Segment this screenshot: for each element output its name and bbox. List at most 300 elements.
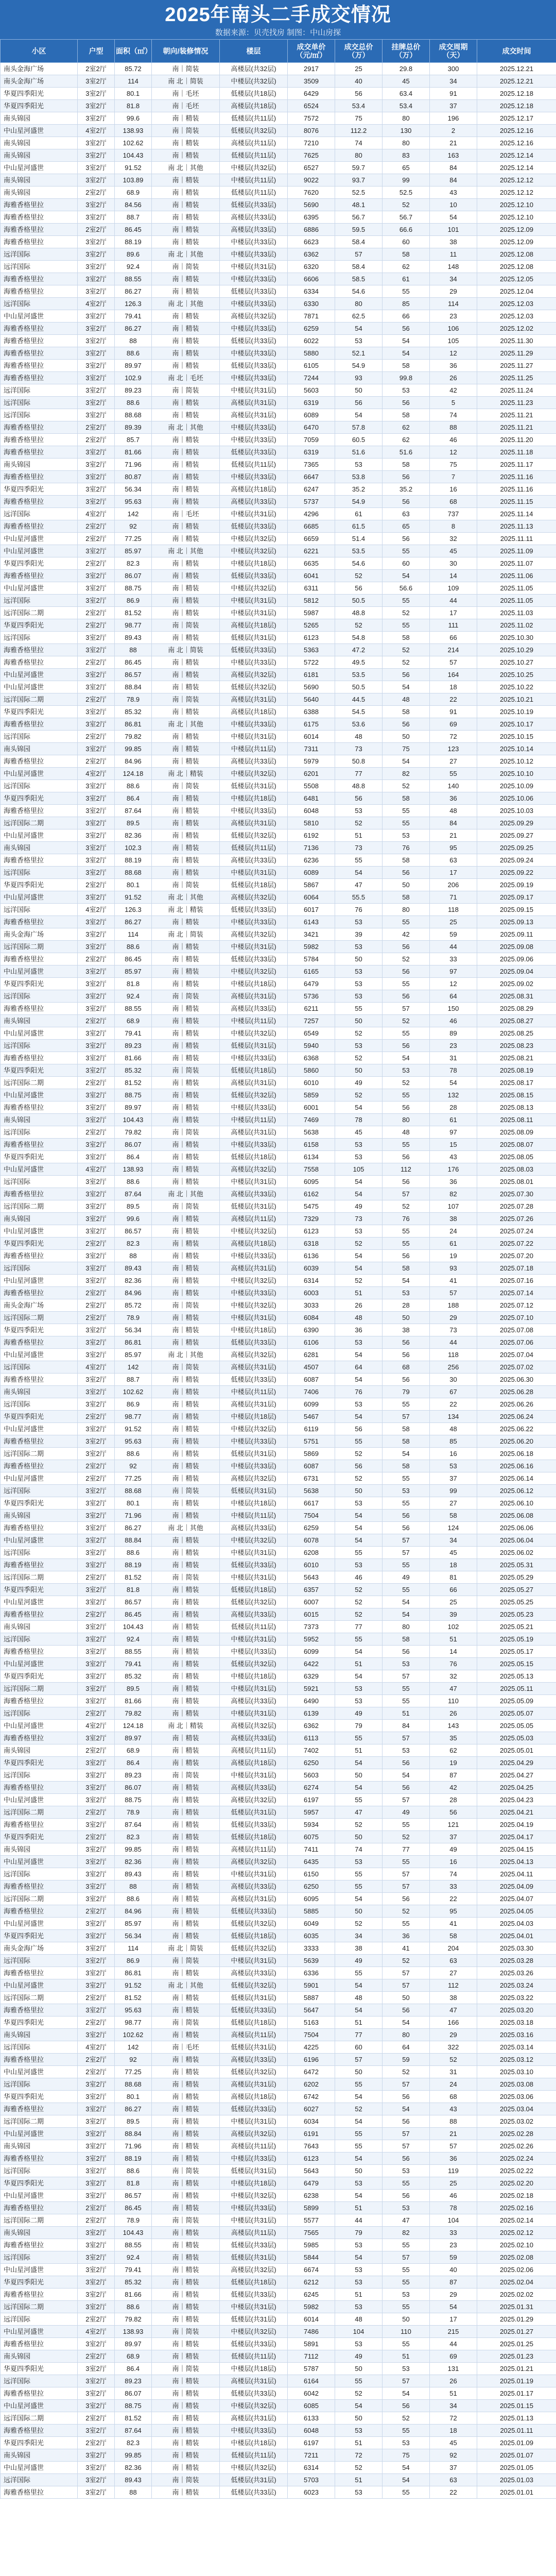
- table-row: [1, 595, 556, 607]
- table-cell: 52: [335, 1238, 383, 1250]
- table-cell: 3室2厅: [78, 1448, 115, 1460]
- table-cell: 2025.12.03: [477, 298, 556, 310]
- table-cell: 91: [430, 706, 477, 718]
- table-cell: 76: [335, 1386, 383, 1398]
- table-cell: 3室2厅: [78, 854, 115, 867]
- table-cell: 81.52: [115, 607, 152, 619]
- table-cell: 海雅香格里拉: [1, 1287, 78, 1299]
- table-cell: 海雅香格里拉: [1, 520, 78, 533]
- table-cell: 95: [430, 842, 477, 854]
- table-cell: 2025.10.03: [477, 805, 556, 817]
- table-cell: 54: [335, 2400, 383, 2412]
- table-cell: 2025.01.27: [477, 2326, 556, 2338]
- table-cell: 2025.12.10: [477, 199, 556, 211]
- table-cell: 104: [430, 2214, 477, 2227]
- table-cell: 2025.05.31: [477, 1559, 556, 1571]
- table-cell: 36: [335, 1324, 383, 1336]
- table-cell: 89.23: [115, 2375, 152, 2387]
- table-cell: 海雅香格里拉: [1, 2425, 78, 2437]
- table-cell: 56: [383, 323, 430, 335]
- table-cell: 2025.12.09: [477, 224, 556, 236]
- table-cell: 48: [335, 731, 383, 743]
- table-cell: 48.8: [335, 607, 383, 619]
- table-cell: 112: [430, 1979, 477, 1992]
- table-cell: 41: [430, 1918, 477, 1930]
- table-cell: 95.63: [115, 496, 152, 508]
- table-cell: 114: [115, 928, 152, 941]
- table-row: [1, 792, 556, 805]
- table-cell: 6010: [288, 1559, 335, 1571]
- table-cell: 中楼层(共31层): [220, 384, 288, 397]
- table-cell: 6527: [288, 162, 335, 174]
- table-row: [1, 187, 556, 199]
- table-cell: 3室2厅: [78, 100, 115, 112]
- table-cell: 南｜精装: [152, 1275, 220, 1287]
- table-cell: 54: [383, 1448, 430, 1460]
- table-cell: 86.27: [115, 2103, 152, 2115]
- table-cell: 南｜精装: [152, 1238, 220, 1250]
- table-cell: 54: [335, 1101, 383, 1114]
- table-row: [1, 2437, 556, 2449]
- table-cell: 低楼层(共33层): [220, 1336, 288, 1349]
- table-cell: 远洋国际: [1, 2251, 78, 2264]
- table-cell: 南｜精装: [152, 792, 220, 805]
- table-cell: 110: [383, 2326, 430, 2338]
- table-cell: 南｜精装: [152, 1608, 220, 1621]
- table-cell: 7210: [288, 137, 335, 149]
- table-cell: 4室2厅: [78, 125, 115, 137]
- table-cell: 中楼层(共32层): [220, 1534, 288, 1547]
- table-cell: 6039: [288, 1262, 335, 1275]
- table-cell: 海雅香格里拉: [1, 953, 78, 965]
- table-cell: 中楼层(共18层): [220, 2177, 288, 2190]
- table-cell: 南｜精装: [152, 1052, 220, 1064]
- table-cell: 远洋国际二期: [1, 1571, 78, 1584]
- table-cell: 57: [383, 2251, 430, 2264]
- table-cell: 2025.12.21: [477, 75, 556, 88]
- table-cell: 海雅香格里拉: [1, 1003, 78, 1015]
- table-cell: 华夏四季阳光: [1, 100, 78, 112]
- table-cell: 86.81: [115, 718, 152, 731]
- table-cell: 41: [383, 1942, 430, 1955]
- table-cell: 高楼层(共32层): [220, 63, 288, 75]
- table-cell: 88.19: [115, 854, 152, 867]
- table-cell: 南头锦园: [1, 137, 78, 149]
- table-cell: 南｜精装: [152, 632, 220, 644]
- table-cell: 5475: [288, 1200, 335, 1213]
- table-cell: 92: [115, 1460, 152, 1472]
- table-cell: 53: [383, 1658, 430, 1670]
- table-cell: 海雅香格里拉: [1, 656, 78, 669]
- table-cell: 95: [430, 1905, 477, 1918]
- table-cell: 6236: [288, 854, 335, 867]
- table-cell: 79: [335, 1720, 383, 1732]
- table-cell: 南｜精装: [152, 1250, 220, 1262]
- table-cell: 6048: [288, 805, 335, 817]
- table-cell: 85: [430, 1435, 477, 1448]
- table-cell: 华夏四季阳光: [1, 2091, 78, 2103]
- table-cell: 89.5: [115, 1683, 152, 1695]
- table-cell: 南头锦园: [1, 1213, 78, 1225]
- table-row: [1, 706, 556, 718]
- table-cell: 南｜毛坯: [152, 508, 220, 520]
- table-cell: 南｜精装: [152, 1163, 220, 1176]
- table-cell: 55: [335, 2078, 383, 2091]
- table-cell: 54: [383, 1275, 430, 1287]
- table-cell: 53: [335, 990, 383, 1003]
- table-cell: 5887: [288, 1992, 335, 2004]
- table-cell: 58: [383, 1423, 430, 1435]
- table-cell: 2025.06.20: [477, 1435, 556, 1448]
- table-cell: 2025.02.02: [477, 2289, 556, 2301]
- table-cell: 54: [430, 2301, 477, 2313]
- table-cell: 77.25: [115, 1472, 152, 1485]
- table-cell: 3室2厅: [78, 1336, 115, 1349]
- table-cell: 3室2厅: [78, 1856, 115, 1868]
- table-cell: 远洋国际二期: [1, 607, 78, 619]
- table-cell: 6099: [288, 1398, 335, 1411]
- table-cell: 6201: [288, 768, 335, 780]
- table-cell: 76: [383, 1213, 430, 1225]
- table-row: [1, 236, 556, 248]
- table-cell: 22: [430, 693, 477, 706]
- table-row: [1, 1608, 556, 1621]
- table-cell: 81.8: [115, 2177, 152, 2190]
- table-cell: 远洋国际二期: [1, 693, 78, 706]
- table-cell: 55: [383, 1695, 430, 1707]
- table-cell: 南 北｜其他: [152, 248, 220, 261]
- table-cell: 17: [430, 867, 477, 879]
- table-cell: 99.85: [115, 743, 152, 755]
- table-cell: 52: [335, 1472, 383, 1485]
- table-cell: 23: [430, 2239, 477, 2251]
- table-row: [1, 1213, 556, 1225]
- table-cell: 低楼层(共33层): [220, 2338, 288, 2350]
- table-cell: 29: [430, 1312, 477, 1324]
- table-cell: 6017: [288, 904, 335, 916]
- table-cell: 69: [430, 718, 477, 731]
- table-cell: 86.81: [115, 1336, 152, 1349]
- table-cell: 53: [430, 1460, 477, 1472]
- table-cell: 6191: [288, 2128, 335, 2140]
- table-cell: 48: [383, 693, 430, 706]
- table-cell: 远洋国际: [1, 2165, 78, 2177]
- table-cell: 3室2厅: [78, 2227, 115, 2239]
- table-cell: 57: [383, 1670, 430, 1683]
- table-cell: 南｜精装: [152, 1225, 220, 1238]
- table-cell: 5957: [288, 1806, 335, 1819]
- table-row: [1, 965, 556, 978]
- table-cell: 196: [430, 112, 477, 125]
- table-cell: 58.4: [335, 236, 383, 248]
- table-cell: 54: [335, 1374, 383, 1386]
- table-cell: 55: [383, 595, 430, 607]
- table-cell: 87.64: [115, 805, 152, 817]
- table-cell: 5363: [288, 644, 335, 656]
- table-cell: 南｜精装: [152, 1819, 220, 1831]
- table-cell: 2025.09.17: [477, 891, 556, 904]
- table-cell: 3室2厅: [78, 805, 115, 817]
- table-row: [1, 1547, 556, 1559]
- table-cell: 30: [430, 557, 477, 570]
- table-cell: 62: [430, 1744, 477, 1757]
- table-cell: 南｜精装: [152, 570, 220, 582]
- table-cell: 南｜精装: [152, 1596, 220, 1608]
- table-cell: 南 北｜简装: [152, 75, 220, 88]
- table-cell: 3室2厅: [78, 1262, 115, 1275]
- table-cell: 中楼层(共31层): [220, 1683, 288, 1695]
- table-cell: 3室2厅: [78, 323, 115, 335]
- table-cell: 南｜简装: [152, 2326, 220, 2338]
- table-cell: 140: [430, 780, 477, 792]
- table-cell: 87.64: [115, 1819, 152, 1831]
- table-cell: 2025.12.14: [477, 162, 556, 174]
- table-cell: 低楼层(共18层): [220, 1930, 288, 1942]
- table-cell: 中楼层(共33层): [220, 916, 288, 928]
- table-cell: 南｜精装: [152, 1448, 220, 1460]
- table-cell: 39: [335, 928, 383, 941]
- table-cell: 53: [335, 2276, 383, 2289]
- table-cell: 54: [383, 335, 430, 347]
- table-cell: 3室2厅: [78, 273, 115, 285]
- table-cell: 104: [335, 2326, 383, 2338]
- table-cell: 2室2厅: [78, 1126, 115, 1139]
- table-cell: 50: [335, 1485, 383, 1497]
- table-cell: 2室2厅: [78, 187, 115, 199]
- table-cell: 南｜精装: [152, 731, 220, 743]
- table-cell: 南｜精装: [152, 137, 220, 149]
- table-cell: 104.43: [115, 149, 152, 162]
- table-cell: 88: [115, 1250, 152, 1262]
- table-cell: 南 北｜精装: [152, 904, 220, 916]
- table-cell: 22: [430, 1398, 477, 1411]
- table-cell: 6113: [288, 1732, 335, 1744]
- table-cell: 56: [335, 397, 383, 409]
- table-cell: 30: [430, 1374, 477, 1386]
- table-cell: 86.27: [115, 285, 152, 298]
- table-cell: 49: [335, 1200, 383, 1213]
- table-cell: 中楼层(共32层): [220, 1423, 288, 1435]
- table-cell: 2室2厅: [78, 2350, 115, 2363]
- table-cell: 86.4: [115, 2363, 152, 2375]
- table-cell: 2025.12.17: [477, 112, 556, 125]
- table-cell: 中楼层(共33层): [220, 1646, 288, 1658]
- table-cell: 48: [383, 1126, 430, 1139]
- table-cell: 2025.06.18: [477, 1448, 556, 1460]
- table-cell: 2025.09.29: [477, 817, 556, 829]
- table-cell: 南｜精装: [152, 2153, 220, 2165]
- table-cell: 45: [383, 75, 430, 88]
- table-cell: 2025.05.03: [477, 1732, 556, 1744]
- table-cell: 23: [430, 1040, 477, 1052]
- table-row: [1, 644, 556, 656]
- table-cell: 2025.03.16: [477, 2029, 556, 2041]
- table-cell: 海雅香格里拉: [1, 273, 78, 285]
- table-cell: 25: [430, 1596, 477, 1608]
- table-cell: 6422: [288, 1658, 335, 1670]
- table-cell: 2室2厅: [78, 1744, 115, 1757]
- table-cell: 22: [430, 2486, 477, 2499]
- table-cell: 2025.12.18: [477, 88, 556, 100]
- table-cell: 低楼层(共33层): [220, 335, 288, 347]
- table-cell: 中山星河盛世: [1, 1979, 78, 1992]
- table-cell: 3室2厅: [78, 2375, 115, 2387]
- table-cell: 38: [335, 1942, 383, 1955]
- table-cell: 52: [383, 953, 430, 965]
- table-cell: 51: [383, 2350, 430, 2363]
- table-cell: 华夏四季阳光: [1, 2363, 78, 2375]
- table-cell: 高楼层(共18层): [220, 1757, 288, 1769]
- table-cell: 远洋国际: [1, 1868, 78, 1880]
- table-cell: 166: [430, 2016, 477, 2029]
- table-cell: 4室2厅: [78, 1361, 115, 1374]
- table-row: [1, 2313, 556, 2326]
- table-row: [1, 1163, 556, 1176]
- table-cell: 58: [430, 1930, 477, 1942]
- table-cell: 2025.06.26: [477, 1398, 556, 1411]
- table-row: [1, 2066, 556, 2078]
- table-cell: 53: [335, 335, 383, 347]
- table-cell: 51: [430, 2387, 477, 2400]
- table-cell: 5885: [288, 1905, 335, 1918]
- table-cell: 2室2厅: [78, 1299, 115, 1312]
- table-row: [1, 1225, 556, 1238]
- table-cell: 56: [383, 1040, 430, 1052]
- table-cell: 84: [383, 1720, 430, 1732]
- table-row: [1, 1992, 556, 2004]
- table-cell: 6357: [288, 1584, 335, 1596]
- table-cell: 50: [335, 1905, 383, 1918]
- table-cell: 南 北｜其他: [152, 298, 220, 310]
- table-row: [1, 805, 556, 817]
- table-cell: 2025.11.14: [477, 508, 556, 520]
- table-cell: 25: [335, 63, 383, 75]
- table-cell: 48: [430, 1423, 477, 1435]
- table-cell: 80.1: [115, 1497, 152, 1510]
- table-cell: 高楼层(共11层): [220, 1744, 288, 1757]
- table-cell: 海雅香格里拉: [1, 2486, 78, 2499]
- table-cell: 5982: [288, 941, 335, 953]
- table-row: [1, 1398, 556, 1411]
- table-cell: 5722: [288, 656, 335, 669]
- table-cell: 中楼层(共11层): [220, 1386, 288, 1398]
- table-cell: 高楼层(共32层): [220, 1349, 288, 1361]
- table-cell: 2025.12.09: [477, 236, 556, 248]
- table-cell: 2025.09.13: [477, 916, 556, 928]
- table-cell: 5985: [288, 2239, 335, 2251]
- table-cell: 中山星河盛世: [1, 2264, 78, 2276]
- table-row: [1, 421, 556, 434]
- table-row: [1, 1435, 556, 1448]
- table-cell: 6085: [288, 2400, 335, 2412]
- table-cell: 86.45: [115, 953, 152, 965]
- table-cell: 105: [335, 1163, 383, 1176]
- table-cell: 南｜精装: [152, 1386, 220, 1398]
- table-cell: 80.87: [115, 471, 152, 483]
- table-cell: 21: [430, 2128, 477, 2140]
- table-cell: 89.97: [115, 1101, 152, 1114]
- table-row: [1, 718, 556, 731]
- table-cell: 53: [335, 1225, 383, 1238]
- table-cell: 南｜简装: [152, 2474, 220, 2486]
- table-row: [1, 1831, 556, 1843]
- table-cell: 3室2厅: [78, 1200, 115, 1213]
- table-cell: 南｜精装: [152, 1547, 220, 1559]
- table-cell: 53: [383, 2202, 430, 2214]
- table-cell: 2025.01.31: [477, 2301, 556, 2313]
- table-cell: 26: [430, 1707, 477, 1720]
- table-cell: 7620: [288, 187, 335, 199]
- table-cell: 海雅香格里拉: [1, 1967, 78, 1979]
- table-cell: 中楼层(共31层): [220, 2115, 288, 2128]
- table-cell: 3室2厅: [78, 916, 115, 928]
- table-cell: 南｜精装: [152, 2115, 220, 2128]
- table-cell: 南｜精装: [152, 211, 220, 224]
- table-cell: 39: [430, 1608, 477, 1621]
- table-cell: 6035: [288, 1930, 335, 1942]
- table-cell: 7406: [288, 1386, 335, 1398]
- table-cell: 53: [335, 2486, 383, 2499]
- table-cell: 5: [430, 397, 477, 409]
- table-cell: 中楼层(共18层): [220, 1670, 288, 1683]
- table-cell: 50: [383, 1992, 430, 2004]
- table-cell: 南｜简装: [152, 1299, 220, 1312]
- table-cell: 远洋国际: [1, 595, 78, 607]
- table-cell: 54: [383, 1769, 430, 1782]
- table-cell: 南｜精装: [152, 1374, 220, 1386]
- table-row: [1, 273, 556, 285]
- table-cell: 7504: [288, 1510, 335, 1522]
- table-cell: 5940: [288, 1040, 335, 1052]
- table-cell: 52: [335, 2462, 383, 2474]
- table-cell: 6196: [288, 2054, 335, 2066]
- table-cell: 54: [383, 2103, 430, 2115]
- table-cell: 68: [383, 1361, 430, 1374]
- table-cell: 215: [430, 2326, 477, 2338]
- table-cell: 6674: [288, 2264, 335, 2276]
- table-cell: 53.5: [335, 545, 383, 557]
- table-row: [1, 248, 556, 261]
- table-row: [1, 1472, 556, 1485]
- table-cell: 中楼层(共32层): [220, 1027, 288, 1040]
- table-cell: 2025.12.21: [477, 63, 556, 75]
- table-cell: 4室2厅: [78, 1720, 115, 1732]
- table-cell: 2025.04.29: [477, 1757, 556, 1769]
- table-cell: 2025.09.19: [477, 879, 556, 891]
- table-cell: 92.4: [115, 261, 152, 273]
- table-cell: 低楼层(共18层): [220, 1151, 288, 1163]
- table-cell: 3室2厅: [78, 829, 115, 842]
- table-cell: 低楼层(共33层): [220, 1374, 288, 1386]
- table-cell: 3室2厅: [78, 409, 115, 421]
- table-row: [1, 1411, 556, 1423]
- table-cell: 138.93: [115, 1163, 152, 1176]
- table-cell: 2025.03.24: [477, 1979, 556, 1992]
- table-row: [1, 1077, 556, 1089]
- table-cell: 51: [335, 2016, 383, 2029]
- table-cell: 高楼层(共33层): [220, 854, 288, 867]
- table-cell: 42: [430, 384, 477, 397]
- table-cell: 56: [383, 397, 430, 409]
- table-cell: 88.55: [115, 2239, 152, 2251]
- table-cell: 2025.03.02: [477, 2115, 556, 2128]
- table-cell: 2025.11.05: [477, 582, 556, 595]
- table-cell: 80: [383, 904, 430, 916]
- table-cell: 5638: [288, 1126, 335, 1139]
- table-cell: 2室2厅: [78, 731, 115, 743]
- table-cell: 2025.06.24: [477, 1411, 556, 1423]
- table-cell: 南｜精装: [152, 471, 220, 483]
